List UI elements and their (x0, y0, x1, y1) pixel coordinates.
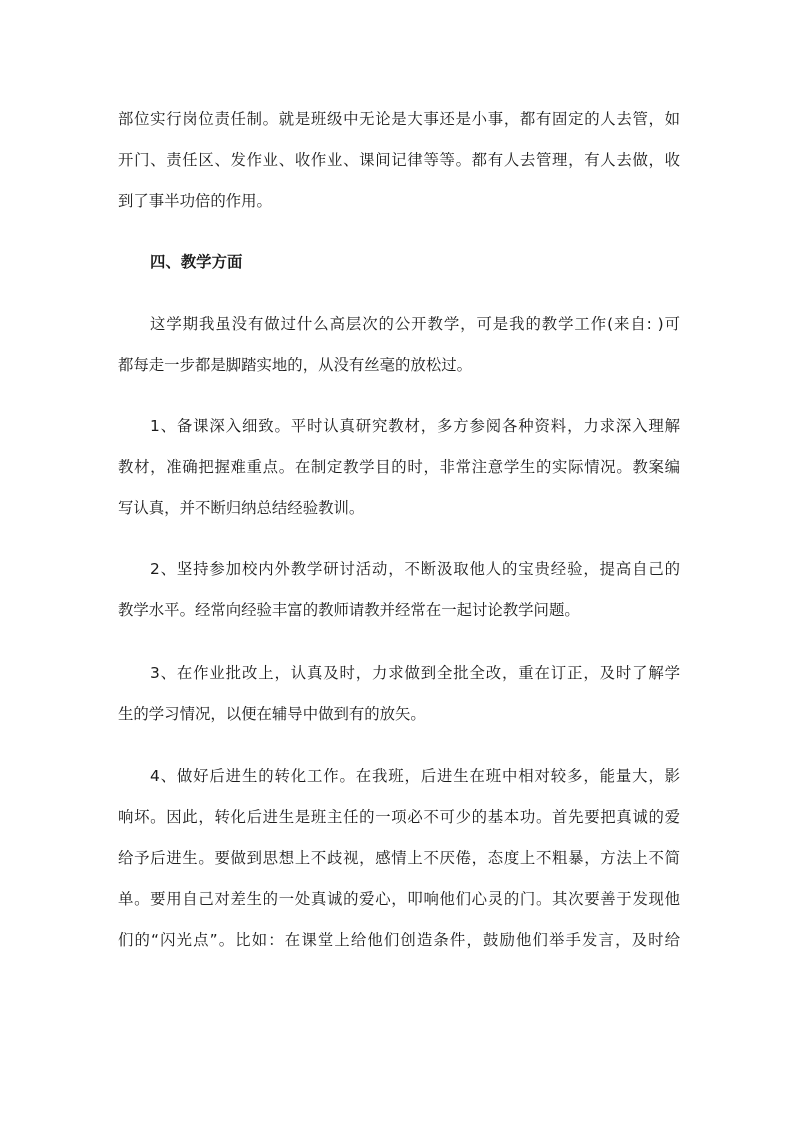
paragraph-lesson-prep (118, 406, 680, 529)
text-line: 教材，准确把握难重点。在制定教学目的时，非常注意学生的实际情况。教案编 (118, 458, 680, 476)
text-line: 3、在作业批改上，认真及时，力求做到全批全改，重在订正，及时了解学 (150, 664, 680, 682)
text-line: 写认真，并不断归纳总结经验教训。 (118, 499, 365, 517)
paragraph-teaching-intro (118, 304, 680, 386)
text-line: 都每走一步都是脚踏实地的，从没有丝毫的放松过。 (118, 356, 472, 374)
text-line: 教学水平。经常向经验丰富的教师请教并经常在一起讨论教学问题。 (118, 601, 580, 619)
paragraph-homework (118, 653, 680, 735)
text-line: 到了事半功倍的作用。 (118, 192, 272, 210)
paragraph-responsibility (118, 99, 680, 222)
section-heading (118, 242, 680, 283)
paragraph-research-activities (118, 549, 680, 631)
text-line: 1、备课深入细致。平时认真研究教材，多方参阅各种资料，力求深入理解 (150, 417, 680, 435)
text-line: 给予后进生。要做到思想上不歧视，感情上不厌倦，态度上不粗暴，方法上不简 (118, 849, 680, 867)
text-line: 2、坚持参加校内外教学研讨活动，不断汲取他人的宝贵经验，提高自己的 (150, 560, 680, 578)
text-line: 们的“闪光点”。比如：在课堂上给他们创造条件，鼓励他们举手发言，及时给 (118, 931, 680, 949)
text-line: 开门、责任区、发作业、收作业、课间记律等等。都有人去管理，有人去做，收 (118, 151, 680, 169)
heading-teaching: 四、教学方面 (150, 253, 243, 271)
text-line: 单。要用自己对差生的一处真诚的爱心，叩响他们心灵的门。其次要善于发现他 (118, 890, 680, 908)
text-line: 这学期我虽没有做过什么高层次的公开教学，可是我的教学工作(来自: )可 (150, 315, 680, 333)
paragraph-struggling-students (118, 756, 680, 961)
text-line: 部位实行岗位责任制。就是班级中无论是大事还是小事，都有固定的人去管，如 (118, 110, 680, 128)
text-line: 生的学习情况，以便在辅导中做到有的放矢。 (118, 705, 426, 723)
text-line: 4、做好后进生的转化工作。在我班，后进生在班中相对较多，能量大，影 (150, 767, 680, 785)
text-line: 响坏。因此，转化后进生是班主任的一项必不可少的基本功。首先要把真诚的爱 (118, 808, 680, 826)
